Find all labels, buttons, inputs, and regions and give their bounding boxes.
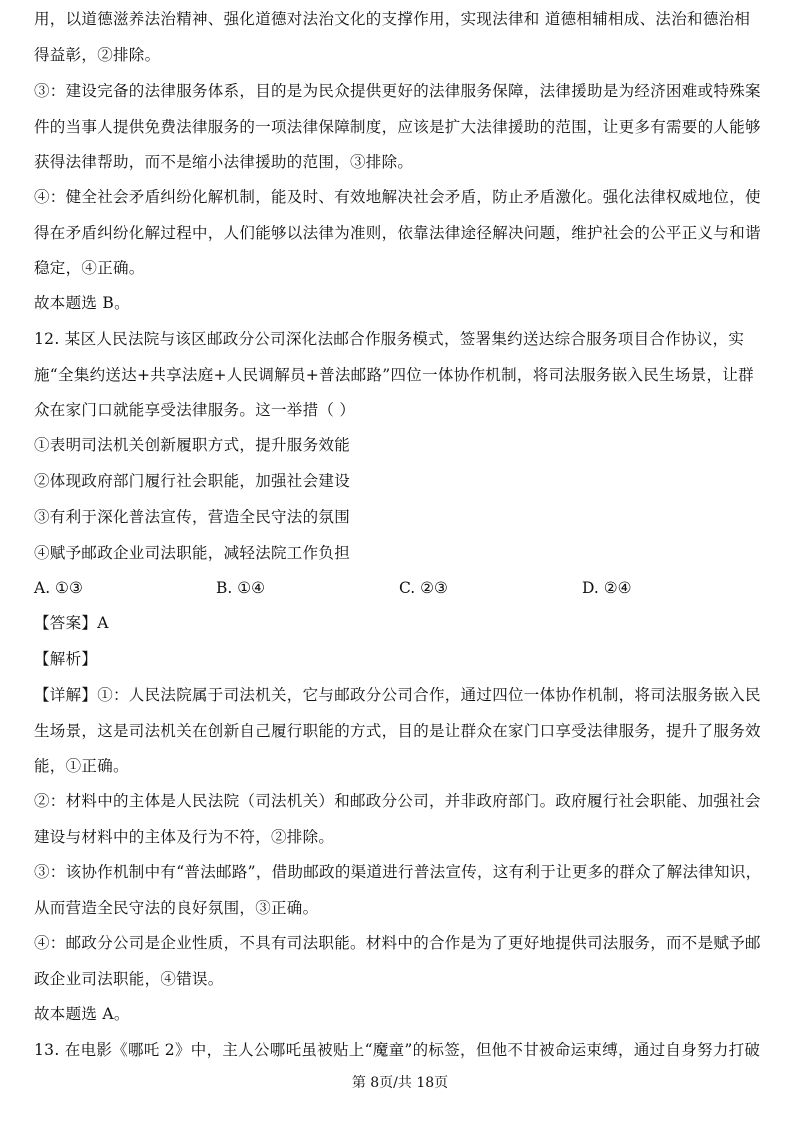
paragraph-item-4: ④：健全社会矛盾纠纷化解机制，能及时、有效地解决社会矛盾，防止矛盾激化。强化法律权威地位，使得在矛盾纠纷化解过程中，人们能够以法律为准则，依靠法律途径解决问题，维护社会的公平正义与和谐稳定，④正确。: [34, 188, 761, 277]
answer-label: 【答案】A: [34, 614, 109, 632]
option-a: A. ①③: [34, 579, 83, 597]
detail-3: ③：该协作机制中有“普法邮路”，借助邮政的渠道进行普法宣传，这有利于让更多的群众了解法律知识，从而营造全民守法的良好氛围，③正确。: [34, 863, 762, 917]
statement-3: ③有利于深化普法宣传，营造全民守法的氛围: [34, 508, 351, 526]
analysis-label: 【解析】: [34, 650, 98, 668]
detail-4: ④：邮政分公司是企业性质，不具有司法职能。材料中的合作是为了更好地提供司法服务，而不是赋予邮政企业司法职能，④错误。: [34, 934, 761, 988]
question-12: 12. 某区人民法院与该区邮政分公司深化法邮合作服务模式，签署集约送达综合服务项目合作协议，实施“全集约送达+共享法庭+人民调解员+普法邮路”四位一体协作机制，将司法服务嵌入民生场景，让群众在家门口就能享受法律服务。这一举措（ ）: [34, 330, 754, 419]
question-13: 13. 在电影《哪吒 2》中，主人公哪吒虽被贴上“魔童”的标签，但他不甘被命运束缚，通过自身努力打破: [34, 1041, 761, 1059]
page-number: 第 8页/共 18页: [351, 1075, 449, 1091]
option-d: D. ②④: [582, 579, 632, 597]
option-b: B. ①④: [216, 579, 266, 597]
option-c: C. ②③: [399, 579, 448, 597]
statement-1: ①表明司法机关创新履职方式，提升服务效能: [34, 436, 351, 454]
answer-q12: 故本题选 A。: [34, 1005, 130, 1023]
statement-2: ②体现政府部门履行社会职能，加强社会建设: [34, 472, 351, 490]
detail-1: 【详解】①：人民法院属于司法机关，它与邮政分公司合作，通过四位一体协作机制，将司法服务嵌入民生场景，这是司法机关在创新自己履行职能的方式，目的是让群众在家门口享受法律服务，提升了服务效能，①正确。: [34, 686, 761, 775]
answer-q11: 故本题选 B。: [34, 294, 130, 312]
statement-4: ④赋予邮政企业司法职能，减轻法院工作负担: [34, 544, 351, 562]
text-line-1: 用，以道德滋养法治精神、强化道德对法治文化的支撑作用，实现法律和 道德相辅相成、法治和德治相: [34, 10, 751, 28]
text-line-2: 得益彰，②排除。: [34, 46, 161, 64]
paragraph-item-3: ③：建设完备的法律服务体系，目的是为民众提供更好的法律服务保障，法律援助是为经济困难或特殊案件的当事人提供免费法律服务的一项法律保障制度，应该是扩大法律援助的范围，让更多有需要的人能够获得法律帮助，而不是缩小法律援助的范围，③排除。: [34, 82, 761, 171]
detail-2: ②：材料中的主体是人民法院（司法机关）和邮政分公司，并非政府部门。政府履行社会职能、加强社会建设与材料中的主体及行为不符，②排除。: [34, 792, 761, 846]
